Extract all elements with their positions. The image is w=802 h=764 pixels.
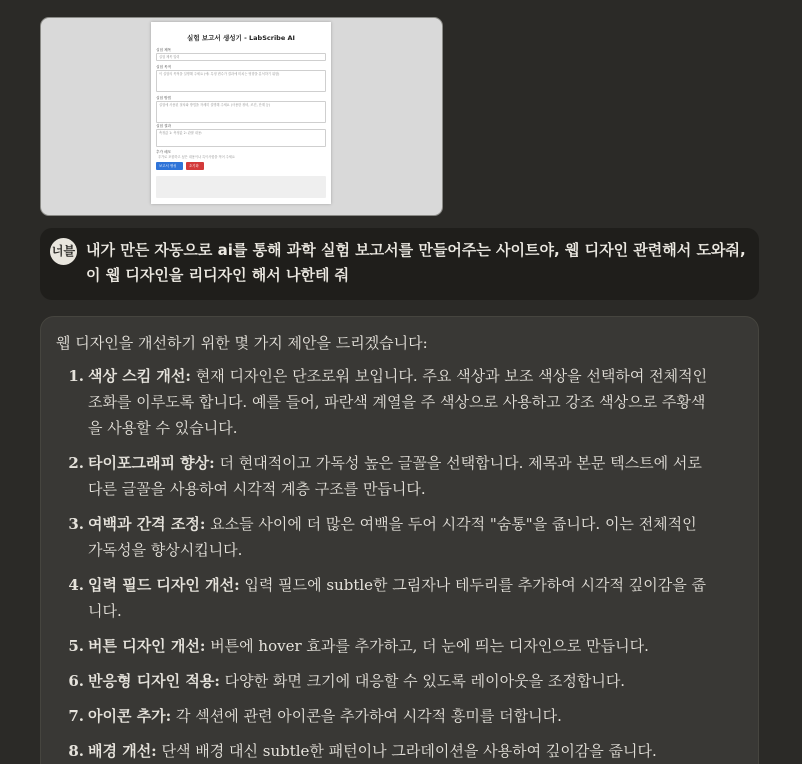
- thumbnail-output-area: [156, 176, 326, 198]
- list-item-heading: 색상 스킴 개선:: [88, 367, 191, 385]
- list-item-heading: 반응형 디자인 적용:: [88, 672, 220, 690]
- user-message: [40, 228, 759, 300]
- thumbnail-reset-button: 초기화: [186, 162, 204, 170]
- list-number: 2.: [68, 454, 84, 472]
- list-number: 3.: [68, 515, 84, 533]
- thumbnail-memo-textarea: 추가로 포함하고 싶은 내용이나 특이사항을 적어 주세요: [156, 155, 326, 160]
- list-number: 8.: [68, 742, 84, 760]
- thumbnail-field-label: 실험 목적: [156, 65, 172, 69]
- thumbnail-title: 실험 보고서 생성기 - LabScribe AI: [187, 34, 295, 42]
- thumbnail-field-label: 실험 제목: [156, 48, 172, 52]
- list-item-heading: 배경 개선:: [88, 742, 157, 760]
- list-number: 6.: [68, 672, 84, 690]
- assistant-intro: 웹 디자인을 개선하기 위한 몇 가지 제안을 드리겠습니다:: [56, 334, 428, 352]
- list-item-text: 단색 배경 대신 subtle한 패턴이나 그라데이션을 사용하여 깊이감을 줍니다.: [156, 742, 657, 760]
- thumbnail-generate-button: 보고서 생성: [156, 162, 183, 170]
- thumbnail-method-textarea: 실험에 사용된 절차와 방법을 자세히 설명해 주세요 (사용한 장비, 조건, 단계 등): [156, 101, 326, 123]
- list-item: [56, 363, 711, 441]
- assistant-message: [40, 316, 759, 764]
- list-item-heading: 타이포그래피 향상:: [88, 454, 215, 472]
- list-item: [56, 633, 711, 659]
- list-item-text: 현재 디자인은 단조로워 보입니다. 주요 색상과 보조 색상을 선택하여 전체적인 조화를 이루도록 합니다. 예를 들어, 파란색 계열을 주 색상으로 사용하고 강조 색상으로 주황색을 사용할 수 있습니다.: [88, 367, 708, 437]
- list-item-heading: 입력 필드 디자인 개선:: [88, 576, 240, 594]
- list-item-heading: 아이콘 추가:: [88, 707, 172, 725]
- list-item: [56, 450, 711, 502]
- attached-screenshot-thumbnail[interactable]: [40, 17, 443, 216]
- list-item-text: 버튼에 hover 효과를 추가하고, 더 눈에 띄는 디자인으로 만듭니다.: [205, 637, 649, 655]
- list-item: [56, 572, 711, 624]
- thumbnail-field-label: 실험 결과: [156, 124, 172, 128]
- list-item-text: 각 섹션에 관련 아이콘을 추가하여 시각적 흥미를 더합니다.: [171, 707, 562, 725]
- list-item-text: 더 현대적이고 가독성 높은 글꼴을 선택합니다. 제목과 본문 텍스트에 서로 다른 글꼴을 사용하여 시각적 계층 구조를 만듭니다.: [88, 454, 702, 498]
- thumbnail-result-textarea: 측정값 1: 측정값 2: 관찰 내용:: [156, 129, 326, 147]
- list-number: 1.: [68, 367, 84, 385]
- list-item: [56, 511, 711, 563]
- thumbnail-title-input: 실험 제목 입력: [156, 53, 326, 61]
- list-item: [56, 738, 711, 764]
- thumbnail-field-label: 추가 메모: [156, 150, 172, 154]
- list-item-heading: 여백과 간격 조정:: [88, 515, 206, 533]
- list-item-text: 입력 필드에 subtle한 그림자나 테두리를 추가하여 시각적 깊이감을 줍니다.: [88, 576, 706, 620]
- suggestion-list: [56, 363, 711, 764]
- list-item-heading: 버튼 디자인 개선:: [88, 637, 206, 655]
- thumbnail-field-label: 실험 방법: [156, 96, 172, 100]
- list-item: [56, 703, 711, 729]
- list-item: [56, 668, 711, 694]
- list-number: 5.: [68, 637, 84, 655]
- thumbnail-purpose-textarea: 이 실험의 목적을 설명해 주세요 (예: 특정 변수가 결과에 미치는 영향을 분석하기 위함): [156, 70, 326, 92]
- list-number: 7.: [68, 707, 84, 725]
- user-message-text: 내가 만든 자동으로 ai를 통해 과학 실험 보고서를 만들어주는 사이트야, 웹 디자인 관련해서 도와줘, 이 웹 디자인을 리디자인 해서 나한테 줘: [86, 241, 746, 284]
- list-number: 4.: [68, 576, 84, 594]
- list-item-text: 다양한 화면 크기에 대응할 수 있도록 레이아웃을 조정합니다.: [219, 672, 626, 690]
- list-item-text: 요소들 사이에 더 많은 여백을 두어 시각적 "숨통"을 줍니다. 이는 전체적인 가독성을 향상시킵니다.: [88, 515, 697, 559]
- thumbnail-page: [151, 22, 331, 204]
- user-avatar: 너블: [50, 238, 77, 265]
